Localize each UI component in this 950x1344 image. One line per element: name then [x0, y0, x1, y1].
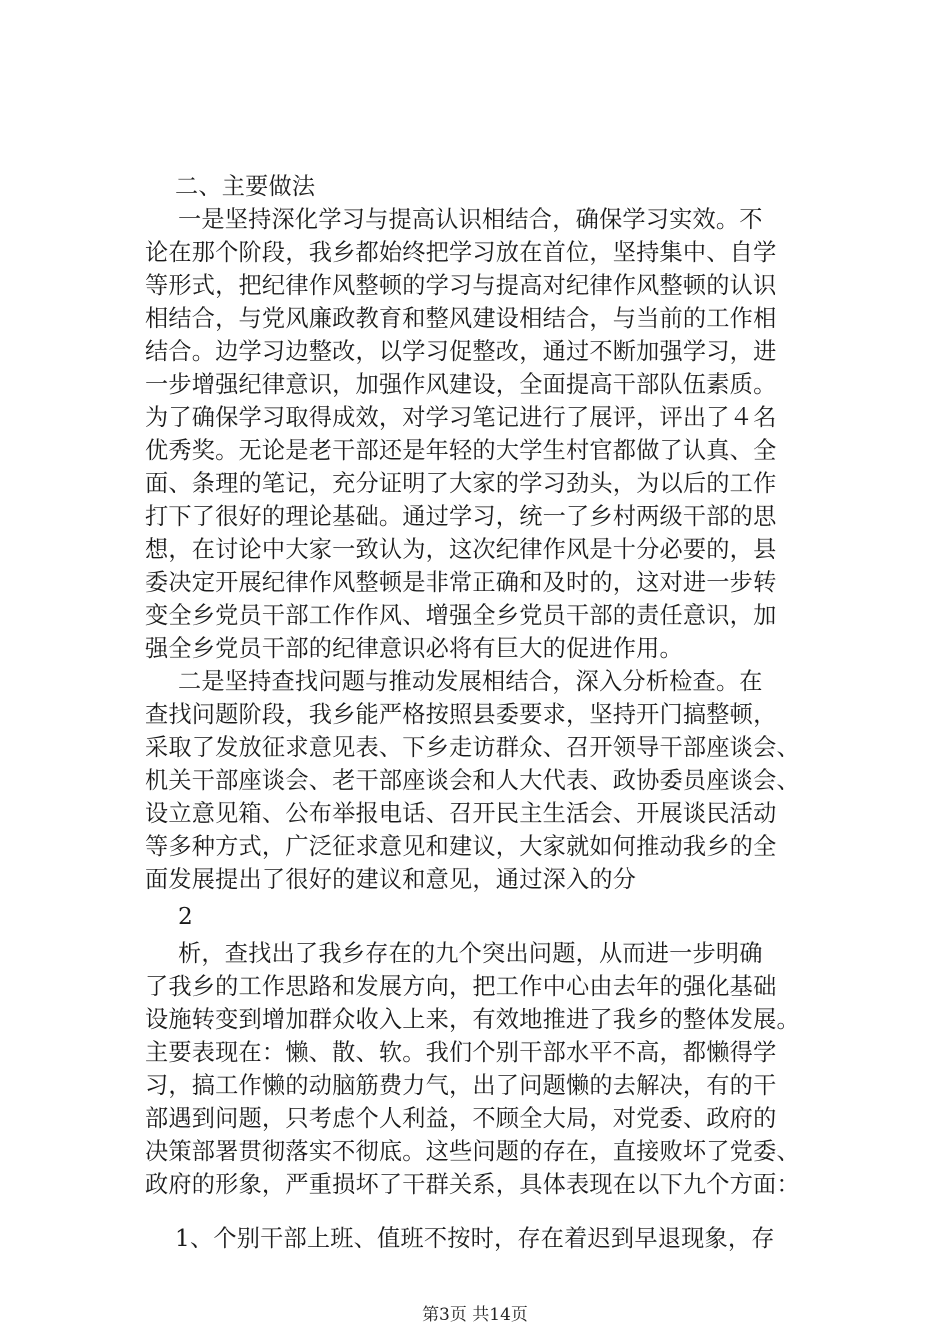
paragraph-line: 面发展提出了很好的建议和意见，通过深入的分 [145, 866, 637, 893]
paragraph-line: 等多种方式，广泛征求意见和建议，大家就如何推动我乡的全 [145, 833, 777, 860]
paragraph-line: 面、条理的笔记，充分证明了大家的学习劲头，为以后的工作 [145, 470, 777, 497]
paragraph-line: 变全乡党员干部工作作风、增强全乡党员干部的责任意识，加 [145, 602, 777, 629]
paragraph-line: 查找问题阶段，我乡能严格按照县委要求，坚持开门搞整顿， [145, 701, 777, 728]
paragraph-line: 强全乡党员干部的纪律意识必将有巨大的促进作用。 [145, 635, 683, 662]
paragraph-line: 部遇到问题，只考虑个人利益，不顾全大局，对党委、政府的 [145, 1105, 777, 1132]
list-item: 1、个别干部上班、值班不按时，存在着迟到早退现象，存 [175, 1225, 775, 1252]
section-heading: 二、主要做法 [175, 173, 316, 200]
paragraph-line: 政府的形象，严重损坏了干群关系，具体表现在以下九个方面： [145, 1171, 800, 1198]
paragraph-line: 委决定开展纪律作风整顿是非常正确和及时的，这对进一步转 [145, 569, 777, 596]
page-marker: 2 [178, 903, 193, 930]
paragraph-line: 优秀奖。无论是老干部还是年轻的大学生村官都做了认真、全 [145, 437, 777, 464]
paragraph-line: 采取了发放征求意见表、下乡走访群众、召开领导干部座谈会、 [145, 734, 800, 761]
paragraph-line: 等形式，把纪律作风整顿的学习与提高对纪律作风整顿的认识 [145, 272, 777, 299]
paragraph-line: 机关干部座谈会、老干部座谈会和人大代表、政协委员座谈会、 [145, 767, 800, 794]
paragraph-line: 设立意见箱、公布举报电话、召开民主生活会、开展谈民活动 [145, 800, 777, 827]
page-footer: 第3页 共14页 [422, 1305, 528, 1325]
paragraph-line: 一步增强纪律意识，加强作风建设，全面提高干部队伍素质。 [145, 371, 777, 398]
paragraph-line: 论在那个阶段，我乡都始终把学习放在首位，坚持集中、自学 [145, 239, 777, 266]
paragraph-line: 相结合，与党风廉政教育和整风建设相结合，与当前的工作相 [145, 305, 777, 332]
paragraph-line: 设施转变到增加群众收入上来，有效地推进了我乡的整体发展。 [145, 1006, 800, 1033]
paragraph-line: 一是坚持深化学习与提高认识相结合，确保学习实效。不 [178, 206, 763, 233]
paragraph-line: 析，查找出了我乡存在的九个突出问题，从而进一步明确 [178, 940, 763, 967]
paragraph-line: 结合。边学习边整改，以学习促整改，通过不断加强学习，进 [145, 338, 777, 365]
paragraph-line: 主要表现在：懒、散、软。我们个别干部水平不高，都懒得学 [145, 1039, 777, 1066]
paragraph-line: 二是坚持查找问题与推动发展相结合，深入分析检查。在 [178, 668, 763, 695]
paragraph-line: 打下了很好的理论基础。通过学习，统一了乡村两级干部的思 [145, 503, 777, 530]
paragraph-line: 决策部署贯彻落实不彻底。这些问题的存在，直接败坏了党委、 [145, 1138, 800, 1165]
paragraph-line: 了我乡的工作思路和发展方向，把工作中心由去年的强化基础 [145, 973, 777, 1000]
paragraph-line: 为了确保学习取得成效，对学习笔记进行了展评，评出了４名 [145, 404, 777, 431]
paragraph-line: 习，搞工作懒的动脑筋费力气，出了问题懒的去解决，有的干 [145, 1072, 777, 1099]
paragraph-line: 想，在讨论中大家一致认为，这次纪律作风是十分必要的，县 [145, 536, 777, 563]
